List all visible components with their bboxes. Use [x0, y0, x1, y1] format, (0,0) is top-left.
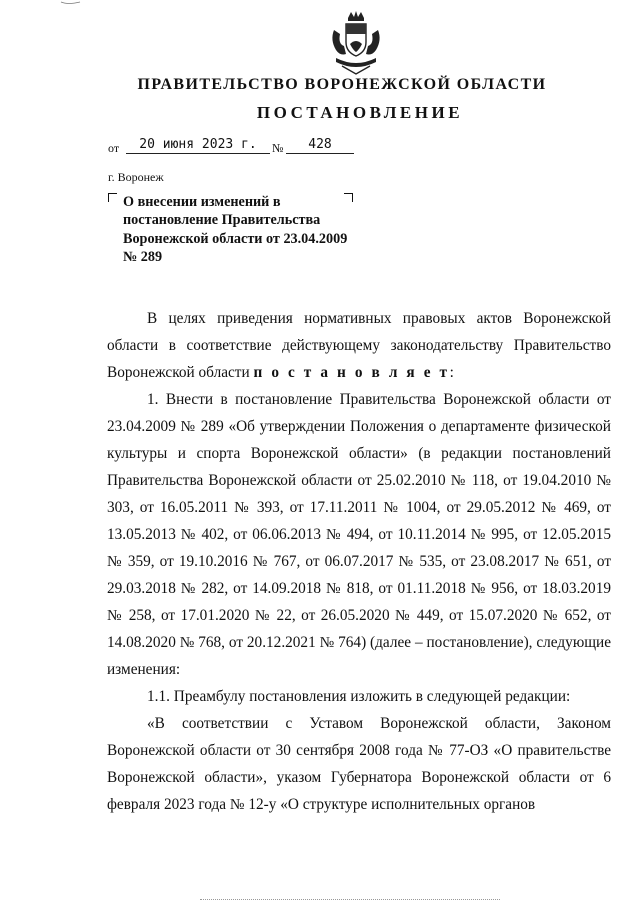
government-title: ПРАВИТЕЛЬСТВО ВОРОНЕЖСКОЙ ОБЛАСТИ	[137, 76, 547, 93]
resolves-word: п о с т а н о в л я е т	[253, 364, 450, 381]
item-1-1-paragraph: 1.1. Преамбулу постановления изложить в следующей редакции:	[147, 688, 571, 705]
preamble-quote-paragraph: «В соответствии с Уставом Воронежской области, Законом Воронежской области от 30 сентября 2008 года № 77-ОЗ «О правительстве Воронежской области», указом Губернатора Воронежской области от 6 февраля 2023 года № 12-у «О структуре исполнительных органов	[107, 715, 611, 813]
document-date: 20 июня 2023 г.	[126, 138, 270, 154]
number-label: №	[272, 141, 284, 155]
scan-artifact	[60, 0, 82, 6]
document-type: ПОСТАНОВЛЕНИЕ	[256, 103, 464, 122]
intro-colon: :	[449, 364, 454, 381]
city-label: г. Воронеж	[108, 170, 164, 184]
subject-bracket-left	[108, 193, 117, 202]
intro-text: В целях приведения нормативных правовых актов Воронежской области в соответствие действующему законодательству Правительство Воронежской области	[107, 310, 611, 381]
document-number: 428	[286, 138, 354, 154]
date-line	[108, 136, 368, 158]
document-subject: О внесении изменений в постановление Правительства Воронежской области от 23.04.2009 № 289	[123, 194, 348, 265]
date-from-label: от	[108, 141, 120, 155]
coat-of-arms-icon	[326, 10, 386, 76]
document-body	[107, 305, 611, 818]
scan-artifact-bottom	[200, 896, 500, 900]
intro-paragraph	[107, 305, 611, 386]
item-1-paragraph: 1. Внести в постановление Правительства Воронежской области от 23.04.2009 № 289 «Об утверждении Положения о департаменте физической культуры и спорта Воронежской области» (в редакции постановлений Правительства Воронежской области от 25.02.2010 № 118, от 19.04.2010 № 303, от 16.05.2011 № 393, от 17.11.2011 № 1004, от 29.05.2012 № 469, от 13.05.2013 № 402, от 06.06.2013 № 494, от 10.11.2014 № 995, от 12.05.2015 № 359, от 19.10.2016 № 767, от 06.07.2017 № 535, от 23.08.2017 № 651, от 29.03.2018 № 282, от 14.09.2018 № 818, от 01.11.2018 № 956, от 18.03.2019 № 258, от 17.01.2020 № 22, от 26.05.2020 № 449, от 15.07.2020 № 652, от 14.08.2020 № 768, от 20.12.2021 № 764) (далее – постановление), следующие изменения:	[107, 391, 611, 678]
